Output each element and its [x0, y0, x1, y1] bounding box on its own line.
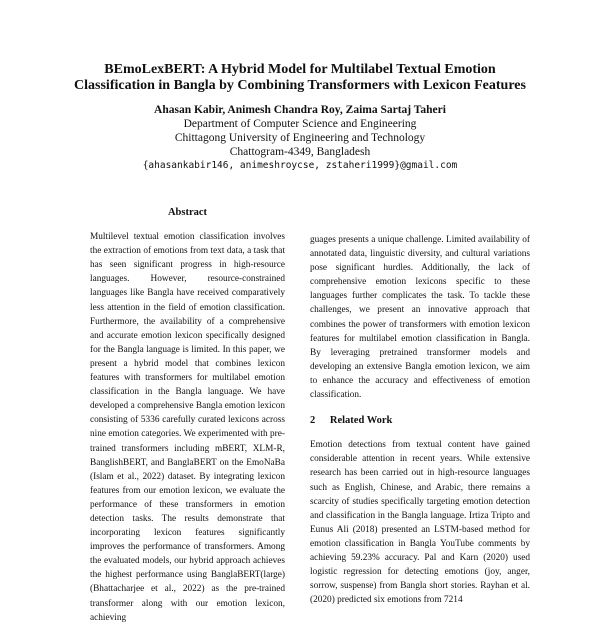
affiliation-department: Department of Computer Science and Engineering: [183, 118, 417, 130]
section-heading-related-work: [310, 414, 530, 428]
paper-title: BEmoLexBERT: A Hybrid Model for Multilabel Textual Emotion Classification in Bangla by Combining Transformers with Lexicon Features: [74, 62, 526, 93]
section-number: 2: [310, 415, 316, 427]
intro-continuation-text: guages presents a unique challenge. Limited availability of annotated data, linguistic diversity, and cultural variations pose significant hurdles. Additionally, the lack of comprehensive emotion lexicons specific to these languages further complicates the task. To tackle these challenges, we present an innovative approach that combines the power of transformers with emotion lexicon features for multilabel emotion classification in Bangla. By leveraging pretrained transformer models and developing an extensive Bangla emotion lexicon, we aim to enhance the accuracy and effectiveness of emotion classification.: [310, 235, 530, 401]
author-emails: {ahasankabir146, animeshroycse, zstaheri1999}@gmail.com: [142, 160, 458, 171]
abstract-text: Multilevel textual emotion classification involves the extraction of emotions from text data, a task that has seen significant progress in high-resource languages. However, resource-constrained languages like Bangla have received comparatively less attention in the field of emotion classification. Furthermore, the availability of a comprehensive and accurate emotion lexicon specifically designed for the Bangla language is limited. In this paper, we present a hybrid model that combines lexicon features with transformers for multilabel emotion classification in the Bangla language. We have developed a comprehensive Bangla emotion lexicon consisting of 5336 carefully curated lexicons across nine emotion categories. We experimented with pre-trained transformers including mBERT, XLM-R, BanglishBERT, and BanglaBERT on the EmoNaBa (Islam et al., 2022) dataset. By integrating lexicon features from our emotion lexicon, we evaluate the performance of these transformers in emotion detection tasks. The results demonstrate that incorporating lexicon features significantly improves the performance of transformers. Among the evaluated models, our hybrid approach achieves the highest performance using BanglaBERT(large) (Bhattacharjee et al., 2022) as the pre-trained transformer along with our emotion lexicon, achieving: [90, 232, 285, 623]
affiliation-location: Chattogram-4349, Bangladesh: [229, 146, 371, 158]
right-column: [310, 233, 530, 607]
abstract-heading: Abstract: [167, 207, 208, 218]
author-list: Ahasan Kabir, Animesh Chandra Roy, Zaima Sartaj Taheri: [154, 104, 446, 116]
section-title: Related Work: [329, 415, 393, 427]
left-column: [90, 206, 285, 625]
paper-header: [70, 62, 530, 173]
affiliation-university: Chittagong University of Engineering and Technology: [174, 132, 426, 144]
related-work-text: Emotion detections from textual content have gained considerable attention in recent years. While extensive research has been carried out in high-resource languages such as English, Chinese, and Arabic, there remains a scarcity of studies specifically targeting emotion detection and classification in the Bangla language. Irtiza Tripto and Eunus Ali (2018) presented an LSTM-based method for emotion classification in Bangla YouTube comments by achieving 59.23% accuracy. Pal and Karn (2020) used logistic regression for detecting emotions (joy, anger, sorrow, suspense) from Bangla short stories. Rayhan et al. (2020) predicted six emotions from 7214: [310, 440, 530, 606]
